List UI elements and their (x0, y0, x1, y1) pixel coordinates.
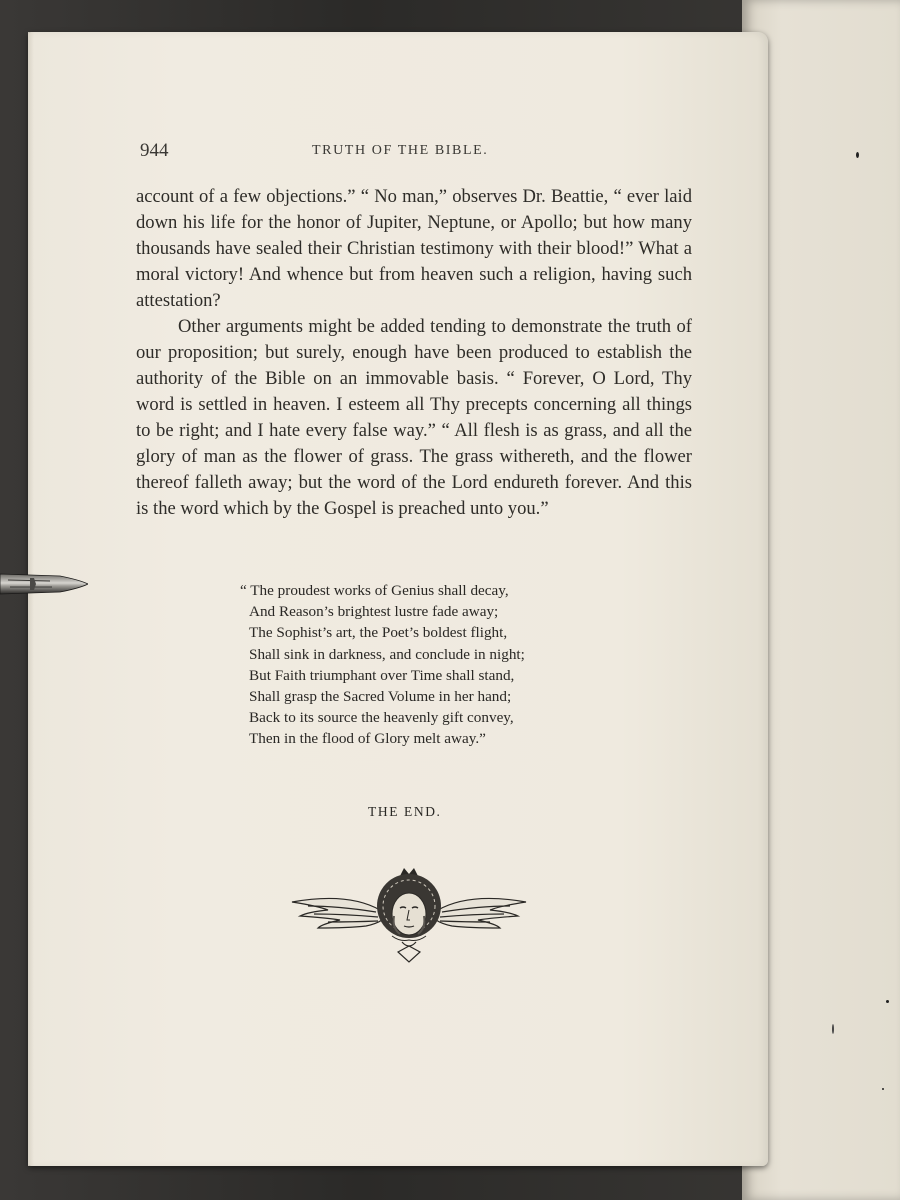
poem-line: Then in the flood of Glory melt away.” (249, 730, 486, 748)
poem-line: Shall grasp the Sacred Volume in her hand; (249, 688, 512, 706)
winged-cherub-ornament-icon (288, 862, 530, 972)
page-number: 944 (140, 140, 169, 161)
paragraph: Other arguments might be added tending to demonstrate the truth of our proposition; but surely, enough have been produced to establish the authority of the Bible on an immovable basis. “ Forever, O Lord, Thy word is settled in heaven. I esteem all Thy precepts concerning all things to be right; and I hate every false way.” “ All flesh is as grass, and all the glory of man as the flower of grass. The grass withereth, and the flower thereof falleth away; but the word of the Lord endureth forever. And this is the word which by the Gospel is preached unto you.” (136, 316, 692, 519)
poem-line: The Sophist’s art, the Poet’s boldest flight, (249, 624, 508, 642)
page-header (140, 140, 700, 164)
page-gutter-shadow (28, 32, 34, 1166)
paragraph: account of a few objections.” “ No man,” observes Dr. Beattie, “ ever laid down his life for the honor of Jupiter, Neptune, or Apollo; but how many thousands have sealed their Christian testimony with their blood!” What a moral victory! And whence but from heaven such a religion, having such attestation? (136, 186, 692, 311)
running-head: TRUTH OF THE BIBLE. (312, 143, 489, 158)
body-text (136, 184, 692, 522)
poem-line: Shall sink in darkness, and conclude in night; (249, 645, 525, 663)
the-end-heading: THE END. (368, 804, 442, 819)
poem-line: “ The proudest works of Genius shall decay, (240, 582, 509, 599)
pen-nib-icon (0, 572, 88, 596)
poem-line: Back to its source the heavenly gift convey, (249, 709, 514, 727)
poem-line: But Faith triumphant over Time shall stand, (249, 666, 515, 684)
poem (236, 580, 616, 750)
poem-line: And Reason’s brightest lustre fade away; (249, 603, 499, 621)
